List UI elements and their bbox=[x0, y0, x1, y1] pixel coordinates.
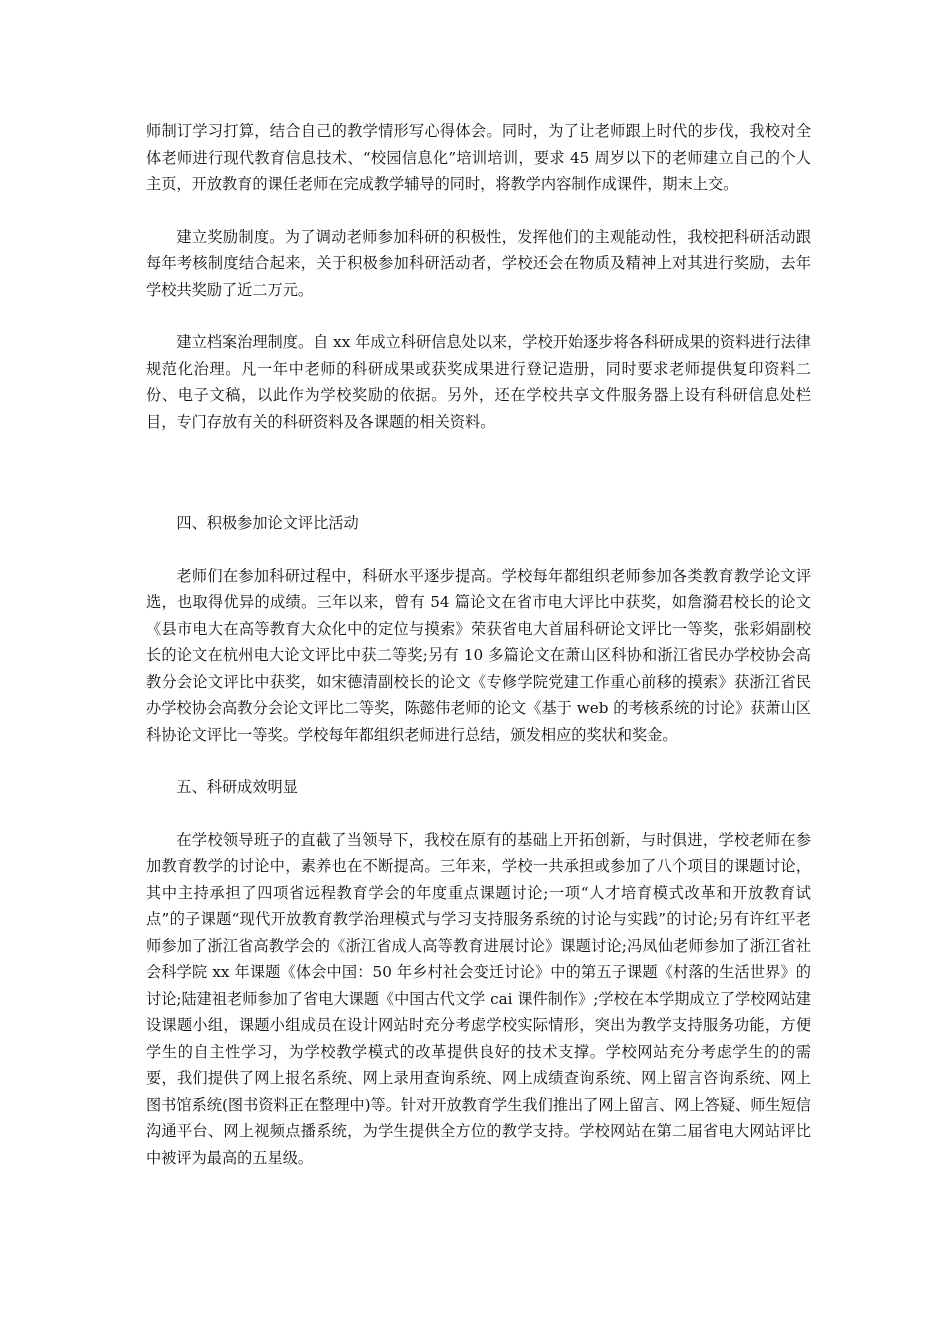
paragraph-teacher-training: 师制订学习打算，结合自己的教学情形写心得体会。同时，为了让老师跟上时代的步伐，我校对全体老师进行现代教育信息技术、“校园信息化”培训培训，要求 45 周岁以下的老师建立自己的个人主页，开放教育的课任老师在完成教学辅导的同时，将教学内容制作成课件，期末上交。 bbox=[146, 122, 811, 193]
section-heading-4: 四、积极参加论文评比活动 bbox=[176, 514, 359, 532]
section-spacer bbox=[146, 435, 811, 510]
paragraph-spacer bbox=[146, 198, 811, 224]
section-heading-5: 五、科研成效明显 bbox=[176, 778, 298, 796]
document-page bbox=[146, 118, 811, 1171]
paragraph-research-results: 在学校领导班子的直截了当领导下，我校在原有的基础上开拓创新，与时俱进，学校老师在参加教育教学的讨论中，素养也在不断提高。三年来，学校一共承担或参加了八个项目的课题讨论，其中主持承担了四项省远程教育学会的年度重点课题讨论;一项“人才培育模式改革和开放教育试点”的子课题“现代开放教育教学治理模式与学习支持服务系统的讨论与实践”的讨论;另有许红平老师参加了浙江省高教学会的《浙江省成人高等教育进展讨论》课题讨论;冯凤仙老师参加了浙江省社会科学院 xx 年课题《体会中国：50 年乡村社会变迁讨论》中的第五子课题《村落的生活世界》的讨论;陆建祖老师参加了省电大课题《中国古代文学 cai 课件制作》;学校在本学期成立了学校网站建设课题小组，课题小组成员在设计网站时充分考虑学校实际情形，突出为教学支持服务功能，方便学生的自主性学习，为学校教学模式的改革提供良好的技术支撑。学校网站充分考虑学生的的需要，我们提供了网上报名系统、网上录用查询系统、网上成绩查询系统、网上留言咨询系统、网上图书馆系统(图书资料正在整理中)等。针对开放教育学生我们推出了网上留言、网上答疑、师生短信沟通平台、网上视频点播系统，为学生提供全方位的教学支持。学校网站在第二届省电大网站评比中被评为最高的五星级。 bbox=[146, 830, 811, 1167]
paragraph-archive-management: 建立档案治理制度。自 xx 年成立科研信息处以来，学校开始逐步将各科研成果的资料进行法律规范化治理。凡一年中老师的科研成果或获奖成果进行登记造册，同时要求老师提供复印资料二份、电子文稿，以此作为学校奖励的依据。另外，还在学校共享文件服务器上设有科研信息处栏目，专门存放有关的科研资料及各课题的相关资料。 bbox=[146, 333, 811, 431]
paragraph-paper-awards: 老师们在参加科研过程中，科研水平逐步提高。学校每年都组织老师参加各类教育教学论文评选，也取得优异的成绩。三年以来，曾有 54 篇论文在省市电大评比中获奖，如詹漪君校长的论文《县市电大在高等教育大众化中的定位与摸索》荣获省电大首届科研论文评比一等奖，张彩娟副校长的论文在杭州电大论文评比中获二等奖;另有 10 多篇论文在萧山区科协和浙江省民办学校协会高教分会论文评比中获奖，如宋德清副校长的论文《专修学院党建工作重心前移的摸索》获浙江省民办学校协会高教分会论文评比二等奖，陈懿伟老师的论文《基于 web 的考核系统的讨论》获萧山区科协论文评比一等奖。学校每年都组织老师进行总结，颁发相应的奖状和奖金。 bbox=[146, 566, 811, 744]
paragraph-spacer bbox=[146, 748, 811, 774]
paragraph-reward-system: 建立奖励制度。为了调动老师参加科研的积极性，发挥他们的主观能动性，我校把科研活动跟每年考核制度结合起来，关于积极参加科研活动者，学校还会在物质及精神上对其进行奖励，去年学校共奖励了近二万元。 bbox=[146, 227, 811, 299]
paragraph-spacer bbox=[146, 537, 811, 563]
paragraph-spacer bbox=[146, 801, 811, 827]
paragraph-spacer bbox=[146, 303, 811, 329]
